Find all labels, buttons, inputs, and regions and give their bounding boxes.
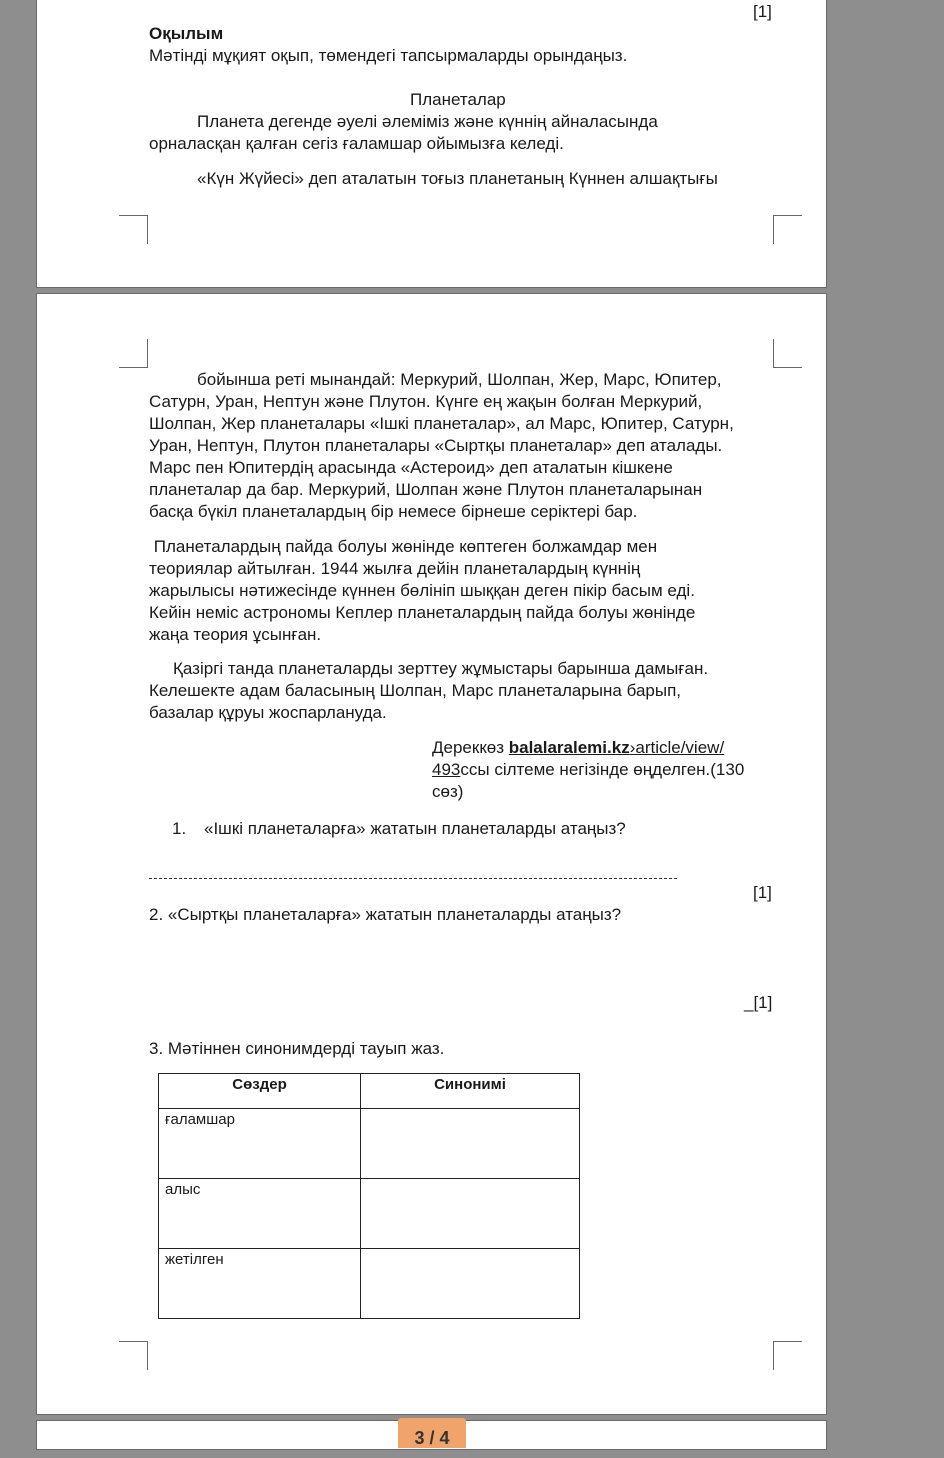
paragraph-line: орналасқан қалған сегіз ғаламшар ойымызға келеді.	[149, 134, 564, 153]
paragraph-line: Планета дегенде әуелі әлеміміз және күннің айналасында	[197, 112, 658, 131]
source-suffix: ссы сілтеме негізінде өңделген.(130	[460, 760, 745, 779]
paragraph-line: жарылысы нәтижесінде күннен бөлініп шыққан деген пікір басым еді.	[149, 581, 695, 600]
question-2-score: _[1]	[744, 993, 773, 1012]
text-title: Планеталар	[410, 90, 506, 109]
instruction-text: Мәтінді мұқият оқып, төмендегі тапсырмаларды орындаңыз.	[149, 46, 628, 65]
table-cell-answer[interactable]	[361, 1179, 580, 1249]
source-id: 493	[432, 760, 461, 779]
question-1-text: «Ішкі планеталарға» жататын планеталарды атаңыз?	[204, 819, 626, 838]
synonyms-table	[158, 1073, 580, 1319]
paragraph-line: Планеталардың пайда болуы жөнінде көптеген болжамдар мен	[149, 537, 658, 556]
source-citation	[432, 737, 792, 803]
paragraph-line: Уран, Нептун, Плутон планеталары «Сыртқы планеталар» деп аталады.	[149, 436, 723, 455]
paragraph-line: Шолпан, Жер планеталары «Ішкі планеталар», ал Марс, Юпитер, Сатурн,	[149, 414, 734, 433]
score-marker-top: [1]	[753, 2, 772, 21]
table-cell-answer[interactable]	[361, 1249, 580, 1319]
source-prefix: Дереккөз	[432, 738, 509, 757]
crop-mark-top-right	[773, 339, 802, 368]
paragraph-line: бойынша реті мынандай: Меркурий, Шолпан, Жер, Марс, Юпитер,	[197, 370, 722, 389]
paragraph-line: теориялар айтылған. 1944 жылға дейін планеталардың күннің	[149, 559, 641, 578]
paragraph-line: Келешекте адам баласының Шолпан, Марс планеталарына барып,	[149, 681, 681, 700]
page-indicator: 3 / 4	[398, 1418, 466, 1448]
document-page-2	[36, 293, 827, 1415]
crop-mark-bottom-left	[119, 1341, 148, 1370]
section-title: Оқылым	[149, 24, 224, 43]
paragraph-line: Қазіргі танда планеталарды зерттеу жұмыстары барынша дамыған.	[173, 659, 709, 678]
source-link[interactable]: balalaralemi.kz	[508, 738, 630, 757]
table-header-row	[159, 1074, 580, 1109]
paragraph-line: Сатурн, Уран, Нептун және Плутон. Күнге ең жақын болған Меркурий,	[149, 392, 703, 411]
question-3-text: 3. Мәтіннен синонимдерді тауып жаз.	[149, 1039, 445, 1058]
paragraph-research	[149, 658, 789, 724]
paragraph-line: басқа бүкіл планеталардың бір немесе бірнеше серіктері бар.	[149, 502, 638, 521]
paragraph-line: планеталар да бар. Меркурий, Шолпан және Плутон планеталарынан	[149, 480, 703, 499]
question-1-number: 1.	[172, 819, 187, 838]
question-2-text: 2. «Сыртқы планеталарға» жататын планеталарды атаңыз?	[149, 905, 622, 924]
answer-line-1[interactable]	[149, 878, 677, 879]
table-row	[159, 1179, 580, 1249]
table-cell-word: ғаламшар	[159, 1109, 361, 1179]
paragraph-line: Марс пен Юпитердің арасында «Астероид» деп аталатын кішкене	[149, 458, 673, 477]
paragraph-line: жаңа теория ұсынған.	[149, 625, 322, 644]
table-header-synonym: Синонимі	[361, 1074, 580, 1109]
paragraph-line: базалар құруы жоспарлануда.	[149, 703, 387, 722]
paragraph-theories	[149, 536, 789, 646]
question-1-score: [1]	[753, 883, 772, 902]
table-cell-word: жетілген	[159, 1249, 361, 1319]
source-line-3: сөз)	[432, 782, 464, 801]
crop-mark-bottom-right	[773, 215, 802, 244]
table-row	[159, 1109, 580, 1179]
document-page-1	[36, 0, 827, 288]
crop-mark-bottom-left	[119, 215, 148, 244]
table-header-words: Сөздер	[159, 1074, 361, 1109]
paragraph-planet-order	[149, 369, 789, 523]
paragraph-line: Кейін неміс астрономы Кеплер планеталардың пайда болуы жөнінде	[149, 603, 696, 622]
table-cell-word: алыс	[159, 1179, 361, 1249]
paragraph-line: «Күн Жүйесі» деп аталатын тоғыз планетаның Күннен алшақтығы	[197, 169, 718, 188]
source-path: ›article/view/	[629, 738, 725, 757]
crop-mark-top-left	[119, 339, 148, 368]
crop-mark-bottom-right	[773, 1341, 802, 1370]
table-row	[159, 1249, 580, 1319]
table-cell-answer[interactable]	[361, 1109, 580, 1179]
